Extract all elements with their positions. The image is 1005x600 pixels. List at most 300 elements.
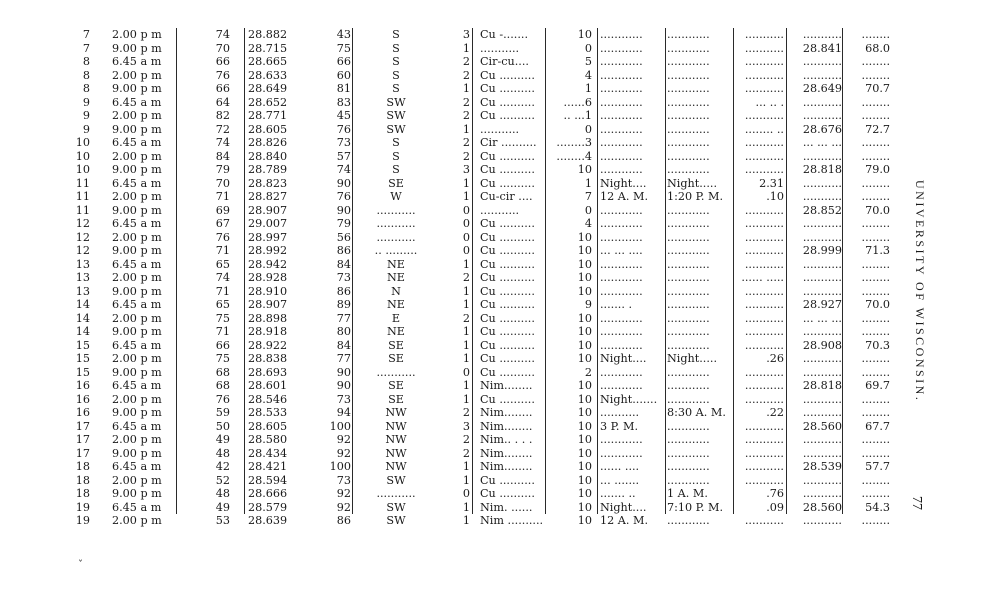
humidity-cell: 80 [336,325,351,338]
barometer-cell: 28.715 [248,41,288,55]
mean-temperature-cell: ........ [861,514,890,527]
wind-force-cell: 1 [462,82,470,95]
wind-force-cell: 1 [462,352,470,365]
wind-force-cell: 2 [462,55,470,68]
barometer-cell: 28.992 [248,244,288,257]
rain-amount-cell: .10 [766,190,784,203]
cloud-type-cell: Nim. ...... [480,500,533,514]
wind-force-cell: 2 [462,136,470,149]
temperature-cell: 74 [215,136,230,149]
rain-ended-cell: ............ [667,419,710,433]
rain-began-cell: ............ [600,338,643,352]
mean-barometer-cell: ........... [802,176,842,190]
wind-force-cell: 1 [462,392,470,406]
wind-direction-cell: SW [386,109,406,122]
temperature-cell: 75 [215,311,230,325]
mean-temperature-cell: ........ [861,284,890,298]
cloud-type-cell: Cu .......... [480,217,535,230]
rain-amount-cell: ........... [744,68,784,82]
table-row [60,447,900,461]
barometer-cell: 28.633 [248,68,288,82]
time-cell: 6.45 a m [112,298,162,311]
barometer-cell: 28.838 [248,352,288,365]
mean-barometer-cell: 28.908 [802,338,842,352]
barometer-cell: 28.882 [248,28,288,41]
rain-amount-cell: ........... [744,149,784,163]
cloud-amount-cell: ........4 [556,149,592,163]
wind-force-cell: 1 [462,298,470,311]
cloud-amount-cell: 10 [577,28,592,41]
cloud-amount-cell: 4 [584,217,592,230]
barometer-cell: 28.840 [248,149,288,163]
rain-ended-cell: ............ [667,257,710,271]
rain-ended-cell: ............ [667,41,710,55]
cloud-amount-cell: 0 [584,203,592,217]
humidity-cell: 57 [336,149,351,163]
barometer-cell: 28.601 [248,379,288,392]
mean-barometer-cell: 28.560 [802,500,842,514]
rain-ended-cell: ............ [667,28,710,41]
barometer-cell: 29.007 [248,217,288,230]
day-cell: 16 [75,379,90,392]
mean-barometer-cell: ... ... ... [802,311,842,325]
mean-temperature-cell: 57.7 [865,460,890,473]
cloud-amount-cell: 1 [584,176,592,190]
day-cell: 19 [75,514,90,527]
page-number: 77 [909,496,924,510]
cloud-type-cell: Nim........ [480,379,533,392]
mean-barometer-cell: ........... [802,433,842,446]
wind-direction-cell: ........... [376,487,416,500]
barometer-cell: 28.928 [248,271,288,284]
mean-barometer-cell: ........... [802,365,842,379]
temperature-cell: 68 [215,365,230,379]
rain-amount-cell: ........... [744,109,784,122]
table-row [60,204,900,218]
rain-ended-cell: ............ [667,149,710,163]
mean-temperature-cell: ........ [861,446,890,460]
mean-barometer-cell: 28.927 [802,298,842,311]
wind-force-cell: 0 [462,487,470,500]
wind-force-cell: 0 [462,244,470,257]
day-cell: 9 [82,109,90,122]
rain-amount-cell: ........ .. [744,122,784,136]
table-row [60,474,900,488]
barometer-cell: 28.421 [248,460,288,473]
rain-began-cell: Night.... [600,352,647,365]
mean-temperature-cell: ........ [861,257,890,271]
rain-amount-cell: ........... [744,311,784,325]
humidity-cell: 81 [336,82,351,95]
rain-amount-cell: .76 [766,487,784,500]
mean-temperature-cell: 67.7 [865,419,890,433]
cloud-type-cell: Nim........ [480,460,533,473]
wind-direction-cell: NE [387,325,405,338]
wind-direction-cell: S [392,82,400,95]
wind-direction-cell: NW [385,406,407,419]
day-cell: 9 [82,122,90,136]
day-cell: 16 [75,406,90,419]
mean-temperature-cell: ........ [861,68,890,82]
temperature-cell: 76 [215,230,230,244]
temperature-cell: 68 [215,379,230,392]
time-cell: 9.00 p m [112,406,162,419]
cloud-amount-cell: 10 [577,230,592,244]
cloud-type-cell: Cu -....... [480,28,528,41]
temperature-cell: 65 [215,298,230,311]
wind-force-cell: 2 [462,95,470,109]
humidity-cell: 94 [336,406,351,419]
temperature-cell: 65 [215,257,230,271]
wind-force-cell: 1 [462,190,470,203]
barometer-cell: 28.665 [248,55,288,68]
cloud-type-cell: Cu .......... [480,257,535,271]
cloud-type-cell: ........... [480,41,520,55]
table-row [60,325,900,339]
cloud-amount-cell: 10 [577,500,592,514]
rain-began-cell: Night.... [600,176,647,190]
table-row [60,163,900,177]
time-cell: 9.00 p m [112,41,162,55]
wind-direction-cell: SE [388,352,404,365]
wind-force-cell: 2 [462,109,470,122]
rain-ended-cell: ............ [667,392,710,406]
rain-ended-cell: ............ [667,298,710,311]
humidity-cell: 73 [336,136,351,149]
humidity-cell: 90 [336,203,351,217]
rain-began-cell: Night.... [600,500,647,514]
cloud-amount-cell: 10 [577,244,592,257]
table-row [60,217,900,231]
barometer-cell: 28.652 [248,95,288,109]
wind-force-cell: 1 [462,176,470,190]
day-cell: 18 [75,473,90,487]
temperature-cell: 49 [215,500,230,514]
cloud-type-cell: Cu .......... [480,149,535,163]
rain-amount-cell: ........... [744,473,784,487]
wind-direction-cell: SE [388,338,404,352]
rain-began-cell: ........... [600,406,640,419]
wind-force-cell: 1 [462,257,470,271]
rain-began-cell: ... ....... [600,473,640,487]
mean-barometer-cell: 28.852 [802,203,842,217]
humidity-cell: 73 [336,473,351,487]
wind-direction-cell: SW [386,514,406,527]
wind-force-cell: 3 [462,28,470,41]
wind-direction-cell: S [392,136,400,149]
humidity-cell: 84 [336,338,351,352]
cloud-amount-cell: ......6 [563,95,592,109]
cloud-amount-cell: 4 [584,68,592,82]
temperature-cell: 76 [215,68,230,82]
wind-direction-cell: SE [388,392,404,406]
rain-ended-cell: ............ [667,82,710,95]
day-cell: 8 [82,82,90,95]
cloud-amount-cell: 7 [584,190,592,203]
rain-began-cell: ............ [600,271,643,284]
table-row [60,366,900,380]
cloud-type-cell: Cu .......... [480,338,535,352]
day-cell: 19 [75,500,90,514]
humidity-cell: 73 [336,271,351,284]
day-cell: 8 [82,55,90,68]
wind-direction-cell: SE [388,379,404,392]
day-cell: 8 [82,68,90,82]
cloud-amount-cell: 1 [584,82,592,95]
mean-barometer-cell: ........... [802,230,842,244]
barometer-cell: 28.898 [248,311,288,325]
wind-force-cell: 2 [462,68,470,82]
rain-began-cell: ............ [600,365,643,379]
humidity-cell: 89 [336,298,351,311]
time-cell: 2.00 p m [112,190,162,203]
rain-ended-cell: ............ [667,365,710,379]
mean-temperature-cell: 54.3 [865,500,890,514]
wind-force-cell: 2 [462,446,470,460]
temperature-cell: 66 [215,55,230,68]
cloud-type-cell: Nim........ [480,406,533,419]
mean-barometer-cell: ........... [802,109,842,122]
rain-began-cell: ............ [600,203,643,217]
humidity-cell: 79 [336,217,351,230]
table-row [60,244,900,258]
wind-direction-cell: SW [386,95,406,109]
time-cell: 9.00 p m [112,82,162,95]
cloud-type-cell: Cu .......... [480,176,535,190]
temperature-cell: 79 [215,163,230,176]
cloud-amount-cell: 10 [577,460,592,473]
rain-amount-cell: ........... [744,136,784,149]
table-row [60,55,900,69]
mean-temperature-cell: ........ [861,55,890,68]
table-row [60,285,900,299]
mean-barometer-cell: 28.539 [802,460,842,473]
wind-direction-cell: S [392,163,400,176]
cloud-type-cell: Cu .......... [480,68,535,82]
barometer-cell: 28.907 [248,203,288,217]
mean-barometer-cell: ........... [802,55,842,68]
cloud-amount-cell: 10 [577,473,592,487]
rain-ended-cell: ............ [667,122,710,136]
barometer-cell: 28.546 [248,392,288,406]
time-cell: 9.00 p m [112,163,162,176]
time-cell: 9.00 p m [112,446,162,460]
table-row [60,393,900,407]
time-cell: 2.00 p m [112,433,162,446]
time-cell: 6.45 a m [112,338,162,352]
time-cell: 6.45 a m [112,95,162,109]
rain-began-cell: ....... . [600,298,633,311]
wind-force-cell: 2 [462,433,470,446]
barometer-cell: 28.910 [248,284,288,298]
table-row [60,109,900,123]
time-cell: 9.00 p m [112,487,162,500]
wind-direction-cell: W [390,190,402,203]
wind-direction-cell: NW [385,460,407,473]
time-cell: 6.45 a m [112,419,162,433]
rain-ended-cell: ............ [667,217,710,230]
rain-began-cell: ............ [600,68,643,82]
wind-force-cell: 1 [462,41,470,55]
wind-force-cell: 1 [462,122,470,136]
wind-force-cell: 0 [462,365,470,379]
day-cell: 13 [75,271,90,284]
humidity-cell: 56 [336,230,351,244]
barometer-cell: 28.771 [248,109,288,122]
mean-temperature-cell: ........ [861,365,890,379]
rain-ended-cell: ............ [667,230,710,244]
mean-barometer-cell: ........... [802,95,842,109]
time-cell: 6.45 a m [112,379,162,392]
temperature-cell: 70 [215,41,230,55]
wind-direction-cell: SW [386,473,406,487]
temperature-cell: 76 [215,392,230,406]
mean-barometer-cell: 28.818 [802,379,842,392]
rain-began-cell: 12 A. M. [600,190,648,203]
table-row [60,82,900,96]
wind-direction-cell: S [392,41,400,55]
cloud-amount-cell: ........3 [556,136,592,149]
rain-amount-cell: ........... [744,284,784,298]
humidity-cell: 74 [336,163,351,176]
humidity-cell: 77 [336,311,351,325]
cloud-type-cell: Cu .......... [480,244,535,257]
temperature-cell: 69 [215,203,230,217]
barometer-cell: 28.649 [248,82,288,95]
rain-ended-cell: 8:30 A. M. [667,406,726,419]
mean-barometer-cell: ........... [802,217,842,230]
time-cell: 2.00 p m [112,230,162,244]
rain-ended-cell: ............ [667,514,710,527]
humidity-cell: 92 [336,433,351,446]
barometer-cell: 28.666 [248,487,288,500]
table-row [60,379,900,393]
mean-temperature-cell: ........ [861,271,890,284]
rain-ended-cell: ............ [667,136,710,149]
wind-force-cell: 0 [462,203,470,217]
barometer-cell: 28.942 [248,257,288,271]
rain-began-cell: ............ [600,41,643,55]
barometer-cell: 28.533 [248,406,288,419]
day-cell: 18 [75,460,90,473]
barometer-cell: 28.639 [248,514,288,527]
day-cell: 18 [75,487,90,500]
time-cell: 9.00 p m [112,365,162,379]
rain-amount-cell: ........... [744,514,784,527]
mean-barometer-cell: ........... [802,271,842,284]
time-cell: 9.00 p m [112,203,162,217]
day-cell: 13 [75,257,90,271]
cloud-amount-cell: 10 [577,446,592,460]
cloud-type-cell: Cu .......... [480,109,535,122]
time-cell: 2.00 p m [112,392,162,406]
table-row [60,28,900,42]
wind-force-cell: 2 [462,311,470,325]
mean-barometer-cell: ........... [802,68,842,82]
humidity-cell: 92 [336,446,351,460]
wind-direction-cell: NW [385,446,407,460]
cloud-amount-cell: 10 [577,379,592,392]
cloud-amount-cell: 10 [577,406,592,419]
mean-barometer-cell: ........... [802,325,842,338]
temperature-cell: 74 [215,28,230,41]
barometer-cell: 28.605 [248,419,288,433]
time-cell: 2.00 p m [112,514,162,527]
rain-amount-cell: .22 [766,406,784,419]
rain-began-cell: 12 A. M. [600,514,648,527]
mean-temperature-cell: ........ [861,149,890,163]
wind-force-cell: 1 [462,460,470,473]
table-row [60,339,900,353]
rain-began-cell: ............ [600,257,643,271]
wind-force-cell: 0 [462,230,470,244]
rain-amount-cell: ........... [744,379,784,392]
humidity-cell: 100 [329,419,351,433]
humidity-cell: 83 [336,95,351,109]
cloud-type-cell: Cu .......... [480,95,535,109]
table-row [60,298,900,312]
barometer-cell: 28.693 [248,365,288,379]
rain-began-cell: ...... .... [600,460,640,473]
cloud-type-cell: Cu-cir .... [480,190,533,203]
humidity-cell: 84 [336,257,351,271]
wind-force-cell: 1 [462,325,470,338]
wind-direction-cell: NE [387,257,405,271]
rain-amount-cell: ........... [744,230,784,244]
table-row [60,487,900,501]
cloud-type-cell: Cu .......... [480,298,535,311]
humidity-cell: 90 [336,365,351,379]
cloud-type-cell: Cir .......... [480,136,537,149]
day-cell: 11 [75,176,90,190]
rain-began-cell: ............ [600,28,643,41]
rain-began-cell: ............ [600,230,643,244]
rain-ended-cell: ............ [667,109,710,122]
time-cell: 9.00 p m [112,284,162,298]
rain-began-cell: ............ [600,55,643,68]
cloud-amount-cell: 10 [577,163,592,176]
temperature-cell: 84 [215,149,230,163]
rain-began-cell: ............ [600,217,643,230]
temperature-cell: 71 [215,284,230,298]
rain-began-cell: ... ... .... [600,244,643,257]
table-row [60,312,900,326]
cloud-amount-cell: 10 [577,419,592,433]
mean-barometer-cell: ........... [802,352,842,365]
cloud-type-cell: Cu .......... [480,230,535,244]
temperature-cell: 75 [215,352,230,365]
humidity-cell: 86 [336,284,351,298]
mean-barometer-cell: ........... [802,514,842,527]
mean-temperature-cell: ........ [861,95,890,109]
cloud-type-cell: Cu .......... [480,473,535,487]
rain-amount-cell: ........... [744,41,784,55]
rain-ended-cell: ............ [667,311,710,325]
mean-barometer-cell: ........... [802,284,842,298]
mean-barometer-cell: ........... [802,406,842,419]
humidity-cell: 77 [336,352,351,365]
wind-force-cell: 3 [462,163,470,176]
wind-force-cell: 1 [462,514,470,527]
cloud-amount-cell: 9 [584,298,592,311]
rain-began-cell: Night....... [600,392,658,406]
rain-amount-cell: ........... [744,365,784,379]
mean-temperature-cell: ........ [861,190,890,203]
temperature-cell: 66 [215,82,230,95]
barometer-cell: 28.579 [248,500,288,514]
mean-temperature-cell: ........ [861,217,890,230]
day-cell: 7 [82,28,90,41]
